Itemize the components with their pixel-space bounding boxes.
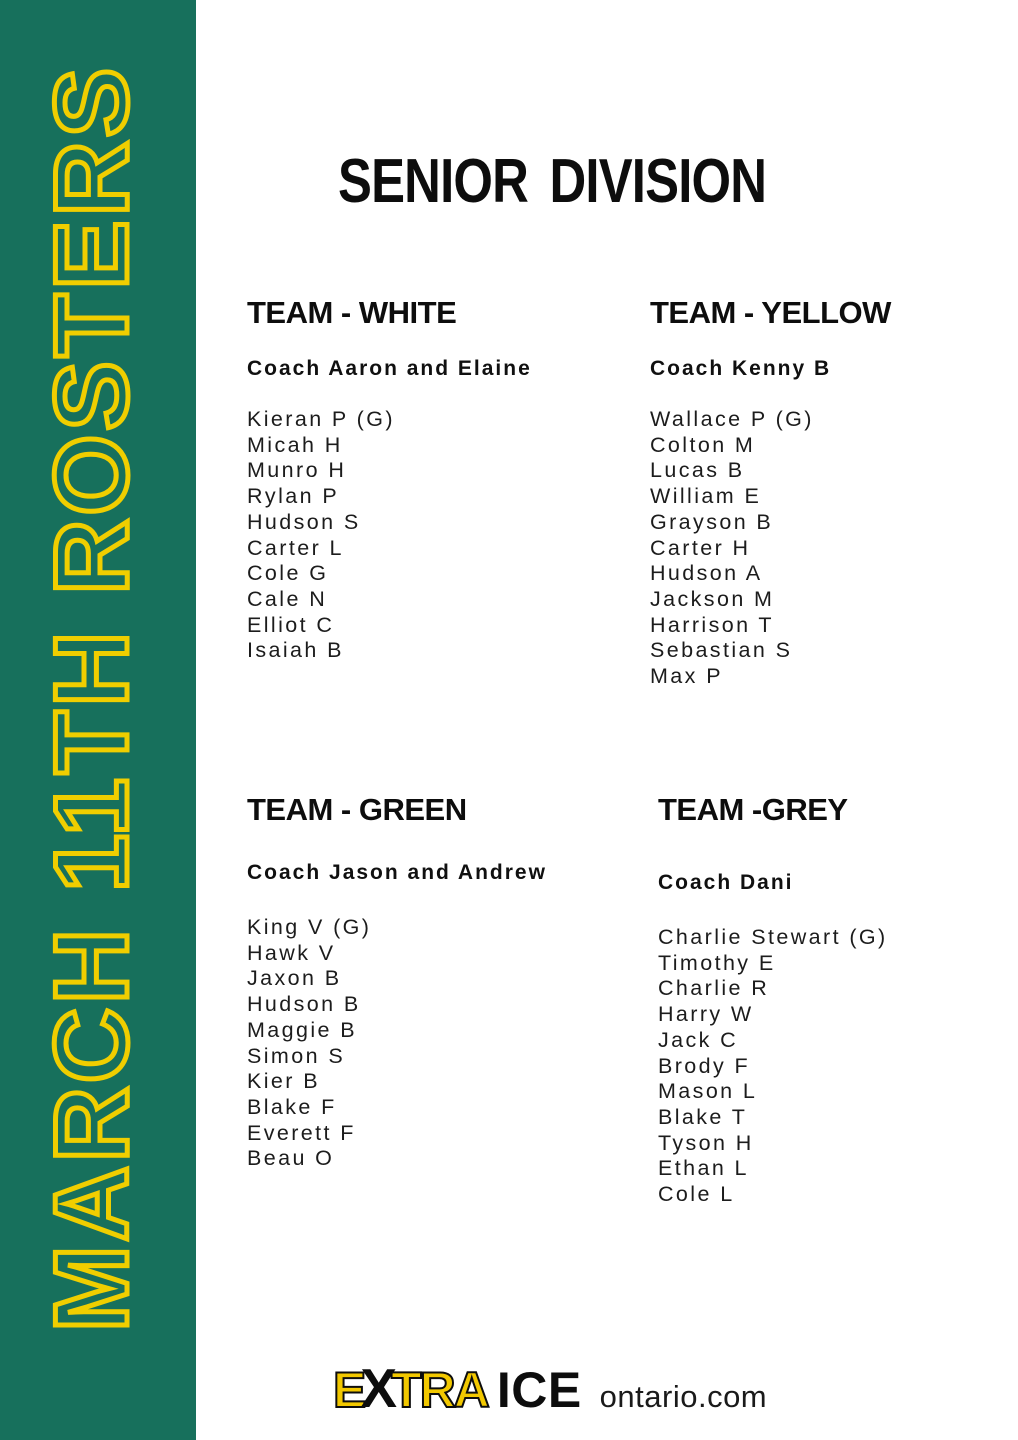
logo-letter-t: T xyxy=(391,1362,420,1418)
player-item: Cole G xyxy=(247,561,329,586)
player-item: Blake F xyxy=(247,1094,337,1119)
player-item: Carter L xyxy=(247,535,344,560)
team-section-grey xyxy=(658,792,1018,1208)
player-item: Charlie Stewart (G) xyxy=(658,925,888,949)
player-item: Harry W xyxy=(658,1002,754,1027)
team-section-green xyxy=(247,792,627,1172)
coach-name: Coach Jason and Andrew xyxy=(247,861,547,884)
sidebar xyxy=(0,0,196,1440)
player-item: Isaiah B xyxy=(247,638,344,663)
player-item: Carter H xyxy=(650,535,751,560)
player-item: King V (G) xyxy=(247,915,372,939)
player-item: Hudson A xyxy=(650,561,763,586)
player-list xyxy=(247,407,627,664)
logo-letter-e: E xyxy=(333,1362,365,1418)
sidebar-vertical-title: MARCH 11TH ROSTERS xyxy=(34,63,150,1332)
logo-letter-x: X xyxy=(360,1357,396,1419)
team-name: TEAM - WHITE xyxy=(247,295,457,330)
team-name: TEAM - GREEN xyxy=(247,792,467,827)
logo-letter-a: A xyxy=(453,1362,488,1418)
player-item: Ethan L xyxy=(658,1156,749,1181)
team-section-white xyxy=(247,295,627,664)
player-item: Brody F xyxy=(658,1053,751,1078)
logo-ice-text: ICE xyxy=(496,1362,582,1418)
page-title: SENIOR DIVISION xyxy=(338,147,767,216)
player-item: Tyson H xyxy=(658,1130,754,1155)
player-item: Jackson M xyxy=(650,586,775,611)
player-item: Hudson S xyxy=(247,509,361,534)
player-item: Everett F xyxy=(247,1120,356,1145)
player-item: Lucas B xyxy=(650,458,745,483)
player-item: William E xyxy=(650,484,762,509)
player-item: Wallace P (G) xyxy=(650,407,814,431)
player-item: Grayson B xyxy=(650,509,774,534)
player-item: Simon S xyxy=(247,1043,346,1068)
player-item: Max P xyxy=(650,664,723,689)
footer-logo xyxy=(333,1356,767,1420)
player-item: Cole L xyxy=(658,1182,735,1207)
coach-name: Coach Kenny B xyxy=(650,357,832,380)
logo-letter-r: R xyxy=(419,1362,454,1418)
player-list xyxy=(658,925,1018,1208)
player-item: Cale N xyxy=(247,586,328,611)
player-item: Harrison T xyxy=(650,612,774,637)
player-item: Mason L xyxy=(658,1079,758,1104)
coach-name: Coach Aaron and Elaine xyxy=(247,357,532,380)
player-item: Timothy E xyxy=(658,950,776,975)
player-item: Micah H xyxy=(247,432,343,457)
player-item: Kier B xyxy=(247,1069,320,1094)
player-item: Hawk V xyxy=(247,940,336,965)
team-name: TEAM -GREY xyxy=(658,792,848,827)
player-item: Charlie R xyxy=(658,976,770,1001)
coach-name: Coach Dani xyxy=(658,871,794,894)
player-list xyxy=(650,407,1018,690)
player-item: Elliot C xyxy=(247,612,335,637)
player-item: Sebastian S xyxy=(650,638,793,663)
player-item: Colton M xyxy=(650,432,756,457)
player-item: Munro H xyxy=(247,458,347,483)
player-item: Hudson B xyxy=(247,992,361,1017)
player-list xyxy=(247,915,627,1172)
team-name: TEAM - YELLOW xyxy=(650,295,891,330)
player-item: Jack C xyxy=(658,1027,739,1052)
player-item: Maggie B xyxy=(247,1017,358,1042)
extra-ice-logo xyxy=(333,1357,488,1419)
team-section-yellow xyxy=(650,295,1018,690)
site-url: ontario.com xyxy=(599,1379,768,1414)
player-item: Kieran P (G) xyxy=(247,407,395,431)
player-item: Jaxon B xyxy=(247,966,342,991)
player-item: Rylan P xyxy=(247,484,340,509)
player-item: Beau O xyxy=(247,1146,335,1171)
player-item: Blake T xyxy=(658,1104,748,1129)
